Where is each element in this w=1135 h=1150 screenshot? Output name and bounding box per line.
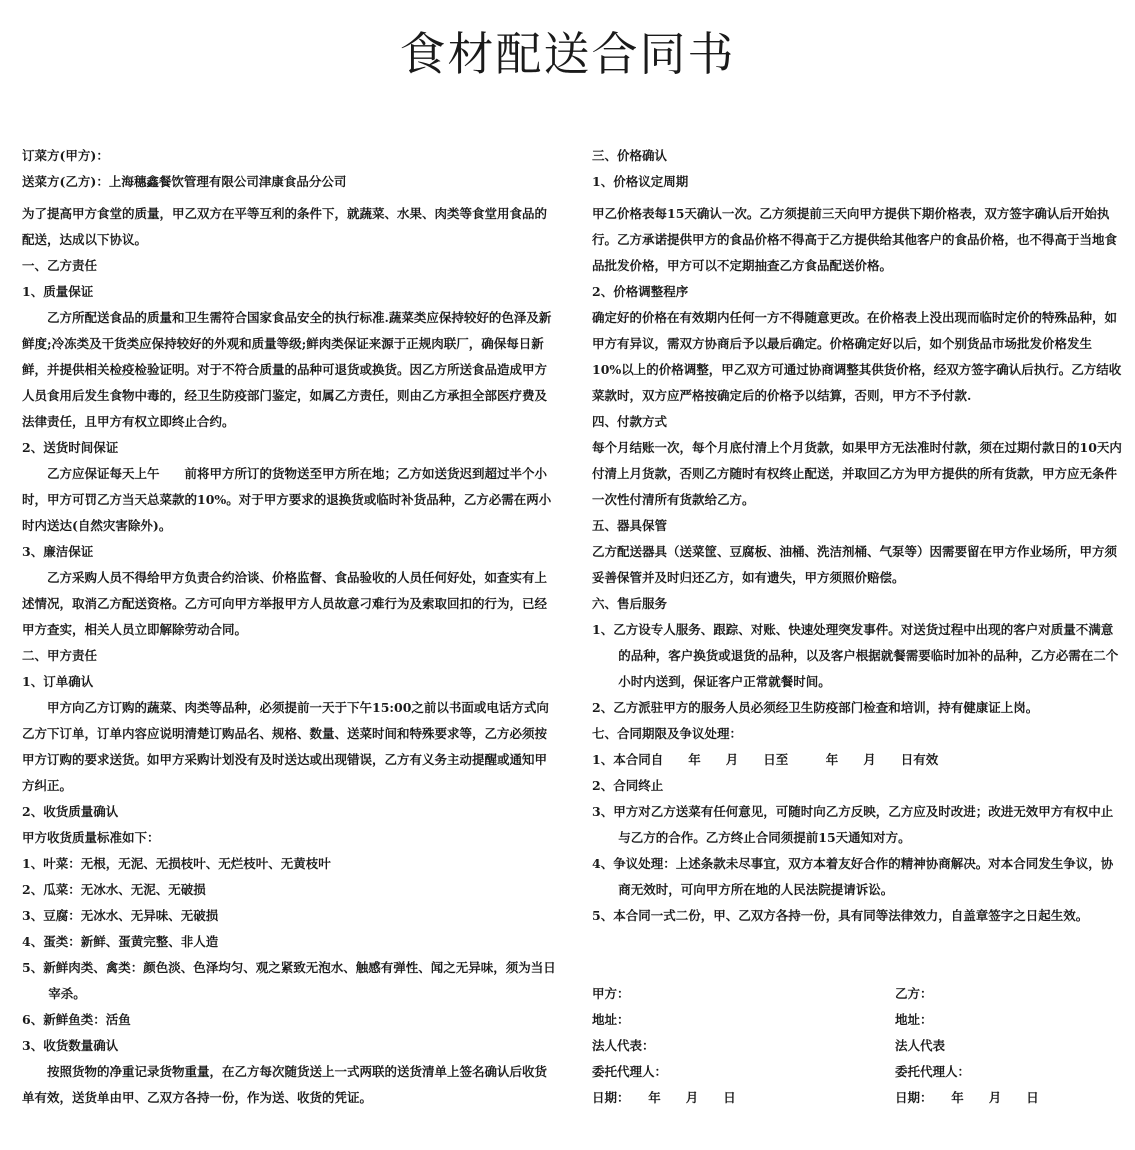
section-heading: 四、付款方式 [592, 414, 668, 429]
order-paragraph: 甲方向乙方订购的蔬菜、肉类等品种，必须提前一天于下午15:00之前以书面或电话方式向乙方下订单，订单内容应说明清楚订购品名、规格、数量、送菜时间和特殊要求等，乙方必须按甲方订购的要求送货。如甲方采购计划没有及时送达或出现错误，乙方有义务主动提醒或通知甲方纠正。 [22, 700, 549, 793]
sub-heading: 1、订单确认 [22, 674, 94, 689]
quality-paragraph: 乙方所配送食品的质量和卫生需符合国家食品安全的执行标准.蔬菜类应保持较好的色泽及新鲜度;冷冻类及干货类应保持较好的外观和质量等级;鲜肉类保证来源于正规肉联厂，确保每日新鲜，并提供相关检疫检验证明。对于不符合质量的品种可退货或换货。因乙方所送食品造成甲方人员食用后发生食物中毒的，经卫生防疫部门鉴定，如属乙方责任，则由乙方承担全部医疗费及法律责任，且甲方有权立即终止合约。 [22, 310, 552, 429]
sub-heading: 1、质量保证 [22, 284, 94, 299]
term-item: 2、合同终止 [592, 778, 664, 793]
signature-field: 地址： [592, 1012, 630, 1027]
standard-item: 5、新鲜肉类、禽类：颜色淡、色泽均匀、观之紧致无泡水、触感有弹性、闻之无异味，须为当日宰杀。 [22, 960, 556, 1001]
section-heading: 一、乙方责任 [22, 258, 98, 273]
price-cycle-paragraph: 甲乙价格表每15天确认一次。乙方须提前三天向甲方提供下期价格表，双方签字确认后开始执行。乙方承诺提供甲方的食品价格不得高于乙方提供给其他客户的食品价格，也不得高于当地食品批发价格，甲方可以不定期抽查乙方食品配送价格。 [592, 206, 1118, 273]
term-item: 4、争议处理：上述条款未尽事宜，双方本着友好合作的精神协商解决。对本合同发生争议，协商无效时，可向甲方所在地的人民法院提请诉讼。 [592, 856, 1114, 897]
delivery-time-paragraph: 乙方应保证每天上午 前将甲方所订的货物送至甲方所在地；乙方如送货迟到超过半个小时，甲方可罚乙方当天总菜款的10%。对于甲方要求的退换货或临时补货品种，乙方必需在两小时内送达(自然灾害除外)。 [22, 466, 552, 533]
signature-field: 甲方： [592, 986, 630, 1001]
signature-field: 委托代理人： [895, 1064, 971, 1079]
signature-field: 乙方： [895, 986, 933, 1001]
signature-date: 日期： 年 月 日 [895, 1090, 1039, 1105]
standard-intro: 甲方收货质量标准如下： [22, 830, 160, 845]
sub-heading: 3、收货数量确认 [22, 1038, 119, 1053]
signature-field: 法人代表 [895, 1038, 946, 1053]
intro-paragraph: 为了提高甲方食堂的质量，甲乙双方在平等互利的条件下，就蔬菜、水果、肉类等食堂用食品的配送，达成以下协议。 [22, 206, 548, 247]
service-item: 2、乙方派驻甲方的服务人员必须经卫生防疫部门检查和培训，持有健康证上岗。 [592, 700, 1039, 715]
signature-date: 日期： 年 月 日 [592, 1090, 736, 1105]
sub-heading: 1、价格议定周期 [592, 174, 689, 189]
signature-field: 法人代表： [592, 1038, 655, 1053]
section-heading: 六、售后服务 [592, 596, 668, 611]
right-column [592, 143, 1122, 929]
sub-heading: 2、收货质量确认 [22, 804, 119, 819]
price-adjust-paragraph: 确定好的价格在有效期内任何一方不得随意更改。在价格表上没出现而临时定价的特殊品种，如甲方有异议，需双方协商后予以最后确定。价格确定好以后，如个别货品市场批发价格发生 10%以上的价格调整，甲乙双方可通过协商调整其供货价格，经双方签字确认后执行。乙方结收菜款时，双方应严格按确定后的价格予以结算，否则，甲方不予付款. [592, 310, 1122, 403]
signature-field: 委托代理人： [592, 1064, 668, 1079]
term-item: 1、本合同自 年 月 日至 年 月 日有效 [592, 752, 939, 767]
equipment-paragraph: 乙方配送器具（送菜筐、豆腐板、油桶、洗洁剂桶、气泵等）因需要留在甲方作业场所，甲方须妥善保管并及时归还乙方，如有遗失，甲方须照价赔偿。 [592, 544, 1118, 585]
sub-heading: 3、廉洁保证 [22, 544, 94, 559]
section-heading: 五、器具保管 [592, 518, 668, 533]
contract-title: 食材配送合同书 [399, 27, 736, 81]
term-item: 3、甲方对乙方送菜有任何意见，可随时向乙方反映，乙方应及时改进；改进无效甲方有权中止与乙方的合作。乙方终止合同须提前15天通知对方。 [592, 804, 1114, 845]
section-heading: 二、甲方责任 [22, 648, 98, 663]
term-item: 5、本合同一式二份，甲、乙双方各持一份，具有同等法律效力，自盖章签字之日起生效。 [592, 908, 1089, 923]
sub-heading: 2、价格调整程序 [592, 284, 689, 299]
sub-heading: 2、送货时间保证 [22, 440, 119, 455]
integrity-paragraph: 乙方采购人员不得给甲方负责合约洽谈、价格监督、食品验收的人员任何好处，如查实有上述情况，取消乙方配送资格。乙方可向甲方举报甲方人员故意刁难行为及索取回扣的行为，已经甲方查实，相关人员立即解除劳动合同。 [22, 570, 548, 637]
section-heading: 三、价格确认 [592, 148, 668, 163]
standard-item: 1、叶菜：无根，无泥、无损枝叶、无烂枝叶、无黄枝叶 [22, 856, 331, 871]
party-b-signature-block [895, 981, 1125, 1111]
section-heading: 七、合同期限及争议处理： [592, 726, 743, 741]
standard-item: 2、瓜菜：无冰水、无泥、无破损 [22, 882, 206, 897]
payment-paragraph: 每个月结账一次，每个月底付清上个月货款，如果甲方无法准时付款，须在过期付款日的10天内付清上月货款，否则乙方随时有权终止配送，并取回乙方为甲方提供的所有货款，甲方应无条件一次性付清所有货款给乙方。 [592, 440, 1122, 507]
left-column [22, 143, 557, 1111]
standard-item: 3、豆腐：无冰水、无异味、无破损 [22, 908, 219, 923]
party-a-line: 订菜方(甲方)： [22, 148, 109, 163]
signature-field: 地址： [895, 1012, 933, 1027]
party-a-signature-block [592, 981, 892, 1111]
standard-item: 6、新鲜鱼类：活鱼 [22, 1012, 131, 1027]
party-b-line: 送菜方(乙方)：上海穗鑫餐饮管理有限公司津康食品分公司 [22, 174, 347, 189]
quantity-paragraph: 按照货物的净重记录货物重量，在乙方每次随货送上一式两联的送货清单上签名确认后收货单有效，送货单由甲、乙双方各持一份，作为送、收货的凭证。 [22, 1064, 548, 1105]
service-item: 1、乙方设专人服务、跟踪、对账、快速处理突发事件。对送货过程中出现的客户对质量不满意的品种，客户换货或退货的品种，以及客户根据就餐需要临时加补的品种，乙方必需在二个小时内送到，保证客户正常就餐时间。 [592, 622, 1119, 689]
standard-item: 4、蛋类：新鲜、蛋黄完整、非人造 [22, 934, 219, 949]
